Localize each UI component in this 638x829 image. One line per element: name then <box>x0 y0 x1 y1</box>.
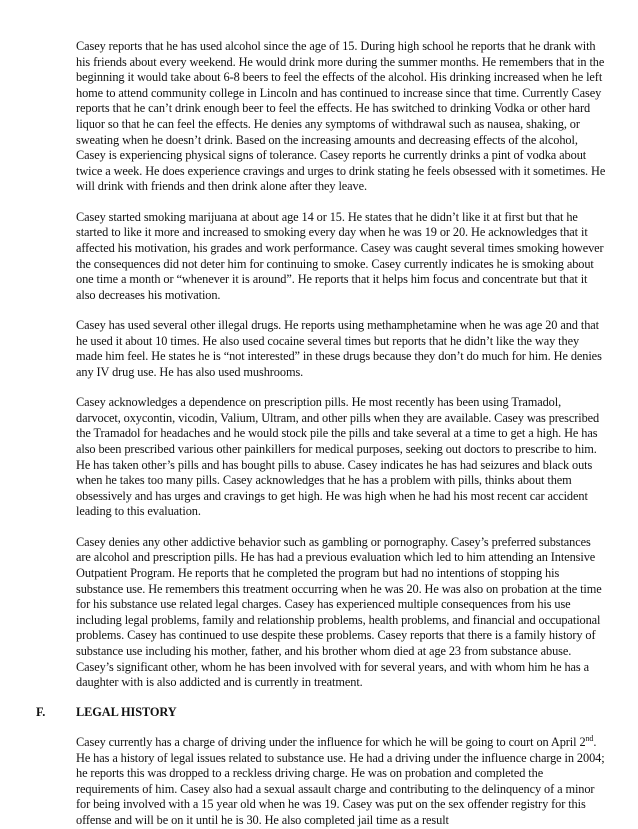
paragraph-illegal-drugs: Casey has used several other illegal drugs. He reports using methamphetamine when he was age 20 and that he used it about 10 times. He also used cocaine several times but reports that he didn’t like the way they made him feel. He states he is “not interested” in these drugs because they don’t do much for him. He denies any IV drug use. He has also used mushrooms. <box>76 318 602 379</box>
ordinal-superscript: nd <box>585 733 594 743</box>
document-body <box>36 39 606 829</box>
paragraph-addictive-behavior: Casey denies any other addictive behavior such as gambling or pornography. Casey’s preferred substances are alcohol and prescription pills. He has had a previous evaluation which led to him attending an Intensive Outpatient Program. He reports that he completed the program but had no intentions of stopping his substance use. He remembers this treatment occurring when he was 20. He was also on probation at the time for his substance use related legal charges. Casey has experienced multiple consequences from his use including legal problems, family and relationship problems, health problems, and financial and occupational problems. Casey has continued to use despite these problems. Casey reports that there is a family history of substance use including his mother, father, and his brother whom died at age 23 from substance abuse. Casey’s significant other, whom he has been involved with for several years, and with whom him he has a daughter with is also addicted and is currently in treatment. <box>76 534 602 690</box>
paragraph-legal-history <box>76 735 606 829</box>
paragraph-prescription-pills: Casey acknowledges a dependence on prescription pills. He most recently has been using Tramadol, darvocet, oxycontin, vicodin, Valium, Ultram, and other pills when they are available. Casey was prescribed the Tramadol for headaches and he would stock pile the pills and take several at a time to get a high. He has also been prescribed various other painkillers for medical purposes, seeking out doctors to prescribe to him. He has taken other’s pills and has bought pills to abuse. Casey indicates he has had seizures and black outs when he takes too many pills. Casey acknowledges that he has a problem with pills, thinks about them obsessively and has urges and cravings to get high. He was high when he had his most recent car accident leading to this evaluation. <box>76 395 600 519</box>
legal-text-before: Casey currently has a charge of driving under the influence for which he will be going to court on April 2 <box>76 734 586 749</box>
paragraph-marijuana-use: Casey started smoking marijuana at about age 14 or 15. He states that he didn’t like it at first but that he started to like it more and increased to smoking every day when he was 19 or 20. He acknowledges that it affected his motivation, his grades and work performance. Casey was caught several times smoking however the consequences did not deter him for continuing to smoke. Casey currently indicates he is smoking about one time a month or “whenever it is around”. He reports that it helps him focus and concentrate but that it also decreases his motivation. <box>76 209 604 302</box>
legal-history-body <box>76 735 606 829</box>
legal-history-section <box>36 704 606 829</box>
section-letter: F. <box>36 704 46 719</box>
section-heading: LEGAL HISTORY <box>76 704 177 719</box>
paragraph-alcohol-use: Casey reports that he has used alcohol since the age of 15. During high school he reports that he drank with his friends about every weekend. He would drink more during the summer months. He remembers that in the beginning it would take about 6-8 beers to feel the effects of the alcohol. His drinking increased when he left home to attend community college in Lincoln and has continued to increase since that time. Currently Casey reports that he can’t drink enough beer to feel the effects. He has switched to drinking Vodka or other hard liquor so that he can feel the effects. He denies any symptoms of withdrawal such as nausea, shaking, or sweating when he doesn’t drink. Based on the increasing amounts and decreasing effects of the alcohol, Casey is experiencing physical signs of tolerance. Casey reports he currently drinks a pint of vodka about twice a week. He does experience cravings and urges to drink stating he feels obsessed with it sometimes. He will drink with friends and then drink alone after they leave. <box>76 39 606 194</box>
legal-text-after: . He has a history of legal issues related to substance use. He had a driving under the influence charge in 2004; he reports this was dropped to a reckless driving charge. He was on probation and completed the requirements of him. Casey also had a sexual assault charge and contributing to the delinquency of a minor for being involved with a 15 year old when he was 19. Casey was put on the sex offender registry for this offense and will be on it until he is 30. He also completed jail time as a result <box>76 734 605 827</box>
